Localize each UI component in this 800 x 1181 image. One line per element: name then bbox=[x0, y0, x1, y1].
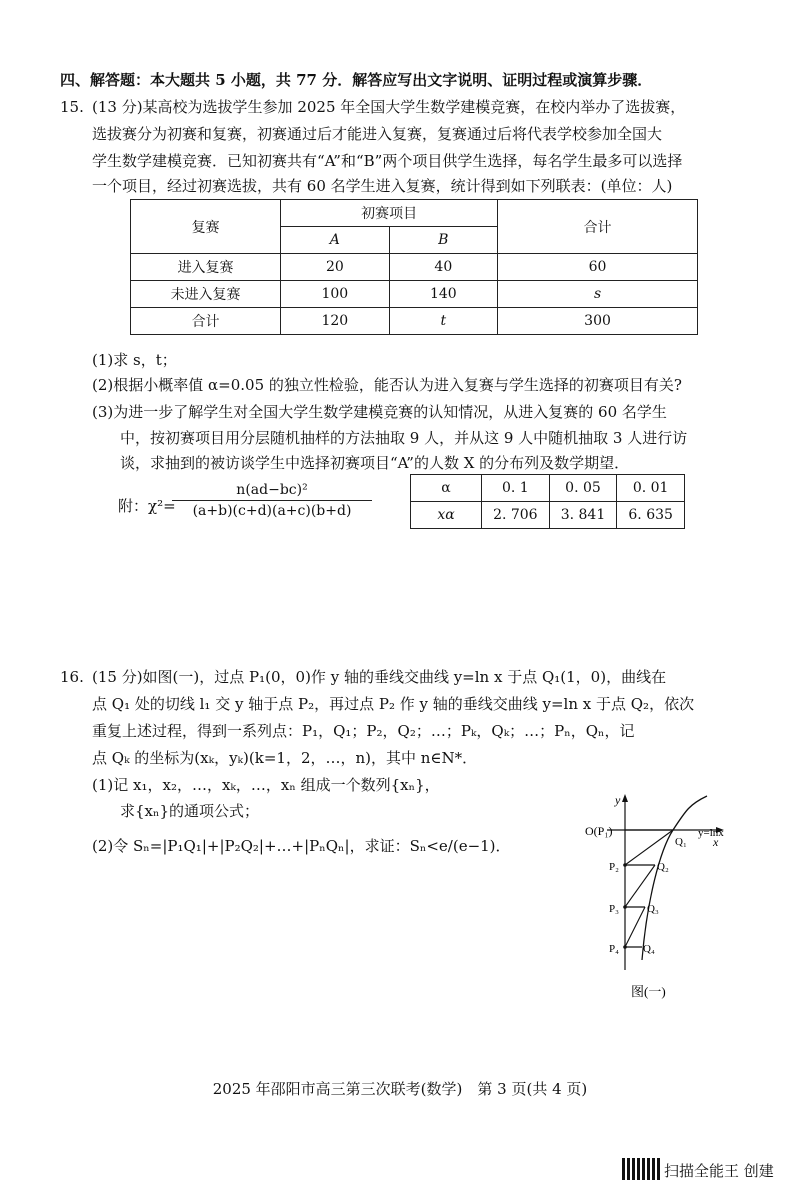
alpha-value: 0. 01 bbox=[617, 475, 685, 502]
header-total: 合计 bbox=[498, 200, 698, 254]
x-alpha-value: 2. 706 bbox=[482, 502, 550, 529]
cell-total: 60 bbox=[498, 254, 698, 281]
row-label: 进入复赛 bbox=[131, 254, 281, 281]
q15-sub2: (2)根据小概率值 α=0.05 的独立性检验，能否认为进入复赛与学生选择的初赛项目有关? bbox=[92, 376, 682, 394]
point-p2 bbox=[623, 863, 627, 867]
label-q3: Q₃ bbox=[647, 903, 659, 915]
cell-b: 40 bbox=[389, 254, 497, 281]
origin-label: O(P₁) bbox=[585, 824, 613, 838]
q15-line-2: 选拔赛分为初赛和复赛，初赛通过后才能进入复赛，复赛通过后将代表学校参加全国大 bbox=[92, 125, 663, 143]
cell-total: 300 bbox=[498, 308, 698, 335]
row-label: 合计 bbox=[131, 308, 281, 335]
alpha-table bbox=[410, 474, 685, 529]
page-footer: 2025 年邵阳市高三第三次联考(数学) 第 3 页(共 4 页) bbox=[212, 1080, 588, 1098]
header-fusai: 复赛 bbox=[131, 200, 281, 254]
alpha-label: α bbox=[411, 475, 482, 502]
qr-code-icon bbox=[622, 1158, 660, 1180]
point-p3 bbox=[623, 905, 627, 909]
x-axis-label: x bbox=[713, 835, 719, 849]
x-alpha-label: xα bbox=[411, 502, 482, 529]
x-alpha-value: 3. 841 bbox=[549, 502, 617, 529]
q16-line-2: 点 Q₁ 处的切线 l₁ 交 y 轴于点 P₂，再过点 P₂ 作 y 轴的垂线交曲线 y=ln x 于点 Q₂，依次 bbox=[92, 695, 695, 713]
y-axis-arrow bbox=[622, 794, 628, 802]
y-axis-label: y bbox=[615, 793, 621, 807]
table-row bbox=[131, 281, 698, 308]
tangent-l1 bbox=[625, 830, 673, 865]
scanner-watermark: 扫描全能王 创建 bbox=[664, 1162, 774, 1180]
q15-line-1: (13 分)某高校为选拔学生参加 2025 年全国大学生数学建模竞赛，在校内举办了选拔赛， bbox=[92, 98, 686, 116]
label-p2: P₂ bbox=[609, 861, 619, 873]
label-p3: P₃ bbox=[609, 903, 619, 915]
cell-a: 120 bbox=[281, 308, 389, 335]
q16-line-3: 重复上述过程，得到一系列点：P₁，Q₁；P₂，Q₂；…；Pₖ，Qₖ；…；Pₙ，Qₙ，记 bbox=[92, 722, 635, 740]
label-p4: P₄ bbox=[609, 943, 619, 955]
q16-number: 16. bbox=[60, 668, 84, 686]
q16-line-4: 点 Qₖ 的坐标为(xₖ，yₖ)(k=1，2，…，n)，其中 n∈N*． bbox=[92, 749, 478, 767]
header-b: B bbox=[389, 227, 497, 254]
q16-sub1-a: (1)记 x₁，x₂，…，xₖ，…，xₙ 组成一个数列{xₙ}， bbox=[92, 776, 440, 794]
q16-sub1-b: 求{xₙ}的通项公式； bbox=[120, 802, 260, 820]
cell-total: s bbox=[498, 281, 698, 308]
formula-numerator: n(ad−bc)² bbox=[172, 482, 372, 501]
label-q4: Q₄ bbox=[643, 943, 655, 955]
cell-b: 140 bbox=[389, 281, 497, 308]
q16-sub2: (2)令 Sₙ=|P₁Q₁|+|P₂Q₂|+…+|PₙQₙ|，求证：Sₙ<e/(e−1)． bbox=[92, 837, 511, 855]
header-chusai: 初赛项目 bbox=[281, 200, 498, 227]
table-row bbox=[411, 502, 685, 529]
q15-line-3: 学生数学建模竞赛．已知初赛共有“A”和“B”两个项目供学生选择，每名学生最多可以选择 bbox=[92, 152, 683, 170]
cell-b: t bbox=[389, 308, 497, 335]
figure-lnx-diagram bbox=[585, 790, 755, 1005]
alpha-value: 0. 1 bbox=[482, 475, 550, 502]
label-q1: Q₁ bbox=[675, 836, 687, 848]
row-label: 未进入复赛 bbox=[131, 281, 281, 308]
header-a: A bbox=[281, 227, 389, 254]
q15-sub3-line2: 中，按初赛项目用分层随机抽样的方法抽取 9 人，并从这 9 人中随机抽取 3 人进行访 bbox=[120, 429, 688, 447]
table-row bbox=[131, 254, 698, 281]
tangent-l3 bbox=[625, 907, 645, 947]
figure-caption: 图(一) bbox=[631, 984, 666, 999]
contingency-table bbox=[130, 199, 698, 335]
q16-line-1: (15 分)如图(一)，过点 P₁(0，0)作 y 轴的垂线交曲线 y=ln x 于点 Q₁(1，0)，曲线在 bbox=[92, 668, 667, 686]
q15-number: 15. bbox=[60, 98, 84, 116]
q15-sub3-line3: 谈，求抽到的被访谈学生中选择初赛项目“A”的人数 X 的分布列及数学期望． bbox=[120, 454, 630, 472]
section-header: 四、解答题：本大题共 5 小题，共 77 分．解答应写出文字说明、证明过程或演算步骤． bbox=[60, 71, 653, 89]
alpha-value: 0. 05 bbox=[549, 475, 617, 502]
q15-sub3-line1: (3)为进一步了解学生对全国大学生数学建模竞赛的认知情况，从进入复赛的 60 名学生 bbox=[92, 403, 667, 421]
x-alpha-value: 6. 635 bbox=[617, 502, 685, 529]
q15-line-4: 一个项目，经过初赛选拔，共有 60 名学生进入复赛，统计得到如下列联表：(单位：人) bbox=[92, 177, 673, 195]
curve-label: y=lnx bbox=[698, 827, 724, 839]
table-row bbox=[131, 308, 698, 335]
curve-lnx bbox=[642, 796, 707, 960]
formula-denominator: (a+b)(c+d)(a+c)(b+d) bbox=[192, 503, 352, 519]
cell-a: 100 bbox=[281, 281, 389, 308]
appendix-label: 附：χ²= bbox=[118, 497, 176, 515]
label-q2: Q₂ bbox=[657, 861, 669, 873]
cell-a: 20 bbox=[281, 254, 389, 281]
table-row bbox=[411, 475, 685, 502]
point-p4 bbox=[623, 945, 627, 949]
q15-sub1: (1)求 s，t； bbox=[92, 351, 177, 369]
chi-square-formula bbox=[172, 482, 372, 519]
